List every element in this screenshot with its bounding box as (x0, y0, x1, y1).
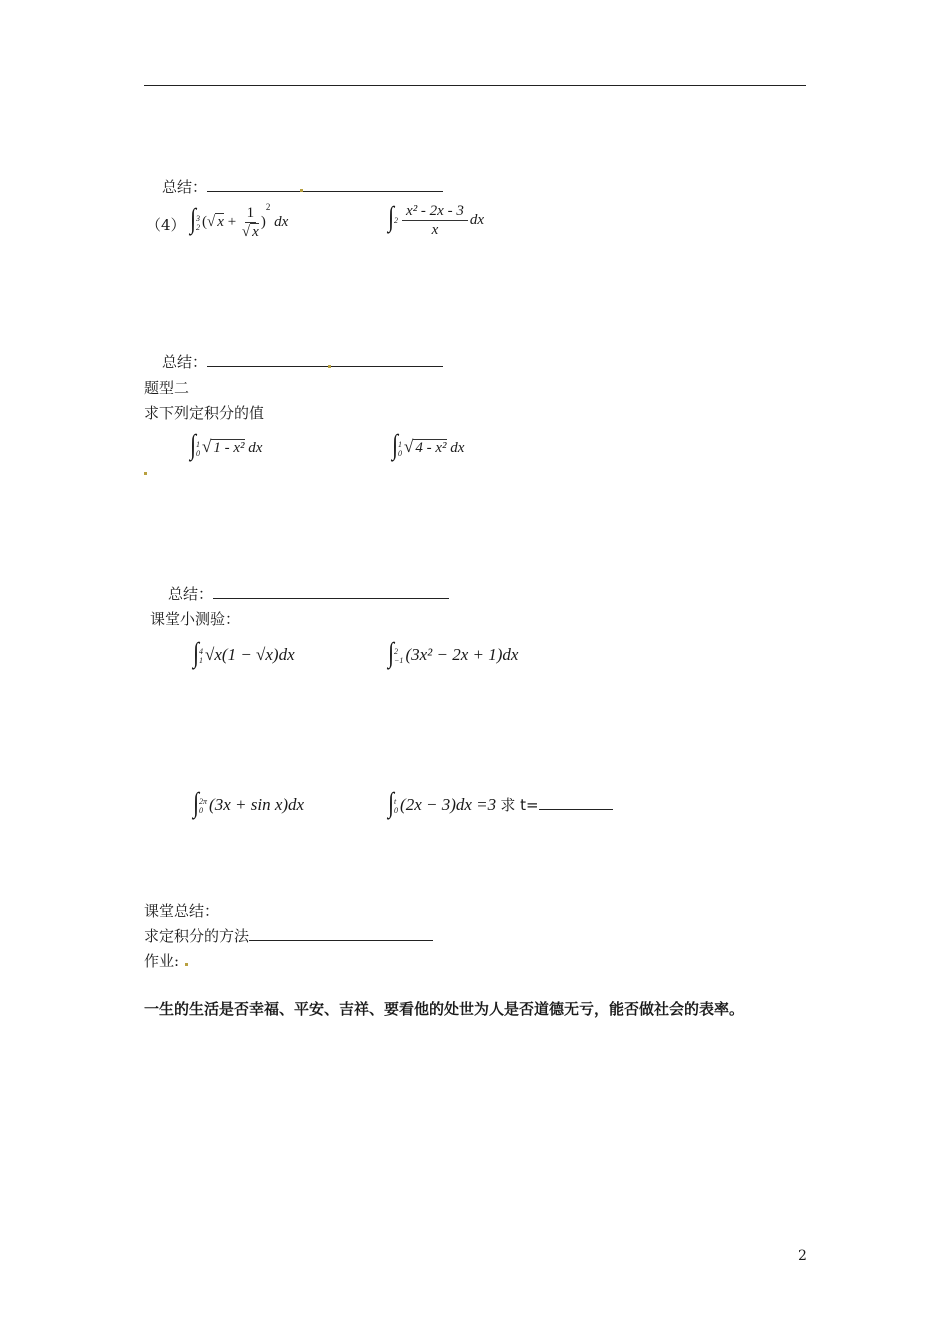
type2-instruction: 求下列定积分的值 (144, 404, 265, 422)
integral-sign: ∫ (193, 786, 200, 819)
fraction-denominator: x (431, 222, 439, 238)
motto: 一生的生活是否幸福、平安、吉祥、要看他的处世为人是否道德无亏，能否做社会的表率。 (144, 1000, 745, 1018)
integral-4b (388, 202, 484, 239)
fraction-denominator: x (252, 224, 259, 240)
method-row (144, 925, 433, 946)
quiz-q1 (193, 636, 295, 669)
paren-open: ( (202, 213, 208, 230)
summary-1 (162, 176, 443, 197)
integral-sign: ∫ (193, 636, 200, 669)
homework-label: 作业: (144, 952, 180, 970)
paren-close: ) (260, 213, 266, 230)
fraction-numerator: 1 (246, 205, 255, 221)
summary-1-label: 总结： (162, 178, 208, 196)
method-label: 求定积分的方法 (144, 927, 250, 945)
lower-limit: 2 (196, 222, 201, 232)
integral-sign: ∫ (392, 428, 399, 461)
exponent: 2 (265, 201, 271, 212)
radicand: 1 - x² (213, 440, 245, 456)
page-number: 2 (798, 1248, 807, 1264)
lower-limit: −1 (394, 656, 404, 666)
summary-3 (168, 583, 449, 604)
upper-limit: t (394, 797, 397, 807)
marker-dot (185, 963, 188, 966)
lower-limit: 0 (199, 806, 204, 816)
summary-3-label: 总结： (168, 585, 214, 603)
upper-limit: 2 (394, 216, 399, 225)
upper-limit: 1 (398, 439, 403, 449)
integral-sign: ∫ (388, 200, 395, 233)
integral-sign: ∫ (190, 202, 197, 235)
summary-3-blank (213, 584, 449, 599)
integrand: (3x² − 2x + 1)dx (405, 645, 519, 664)
lower-limit: 1 (199, 656, 204, 666)
integral-4a: ∫3 2 (√ x + $\frac{1}{√ x}$ )$^2$ dx (190, 201, 289, 240)
upper-limit: 3 (196, 213, 201, 223)
integrand: (2x − 3)dx =3 (400, 795, 497, 814)
radicand: 4 - x² (415, 440, 447, 456)
lower-limit: 0 (398, 448, 403, 458)
quiz-q3 (193, 786, 305, 819)
differential: dx (274, 213, 289, 230)
integral-t2b: ∫1 0 √ 4 - x² dx (392, 428, 465, 461)
type2-heading: 题型二 (144, 379, 190, 397)
upper-limit: 1 (196, 439, 201, 449)
summary-1-blank (207, 177, 443, 192)
differential: dx (469, 211, 485, 228)
summary-2-label: 总结： (162, 353, 208, 371)
integrand: (3x + sin x)dx (209, 795, 305, 814)
summary-2-blank (207, 352, 443, 367)
summary-2 (162, 351, 443, 372)
marker-dot (144, 472, 147, 475)
upper-limit: 2 (394, 647, 399, 657)
answer-t-blank (539, 795, 613, 810)
quiz-heading: 课堂小测验： (150, 610, 241, 628)
differential: dx (450, 440, 465, 456)
integral-sign: ∫ (388, 636, 395, 669)
quiz-q4 (388, 786, 613, 819)
plus-sign: + (223, 213, 240, 230)
sqrt-x: x (217, 213, 224, 230)
item-4-label: （4） (146, 216, 186, 234)
ask-t-label: 求 t= (500, 796, 539, 814)
lower-limit: 0 (196, 448, 201, 458)
header-rule (144, 85, 806, 86)
quiz-q2 (388, 636, 519, 669)
marker-dot (328, 365, 331, 368)
integral-sign: ∫ (388, 786, 395, 819)
integrand: √x(1 − √x)dx (205, 645, 295, 664)
differential: dx (248, 440, 263, 456)
wrapup-heading: 课堂总结： (144, 902, 220, 920)
integral-t2a: ∫1 0 √ 1 - x² dx (190, 428, 263, 461)
marker-dot (300, 189, 303, 192)
integral-sign: ∫ (190, 428, 197, 461)
upper-limit: 4 (199, 647, 204, 657)
upper-limit: 2π (199, 797, 208, 807)
lower-limit: 0 (394, 806, 399, 816)
fraction-numerator: x² - 2x - 3 (402, 202, 468, 221)
method-blank (249, 926, 433, 941)
